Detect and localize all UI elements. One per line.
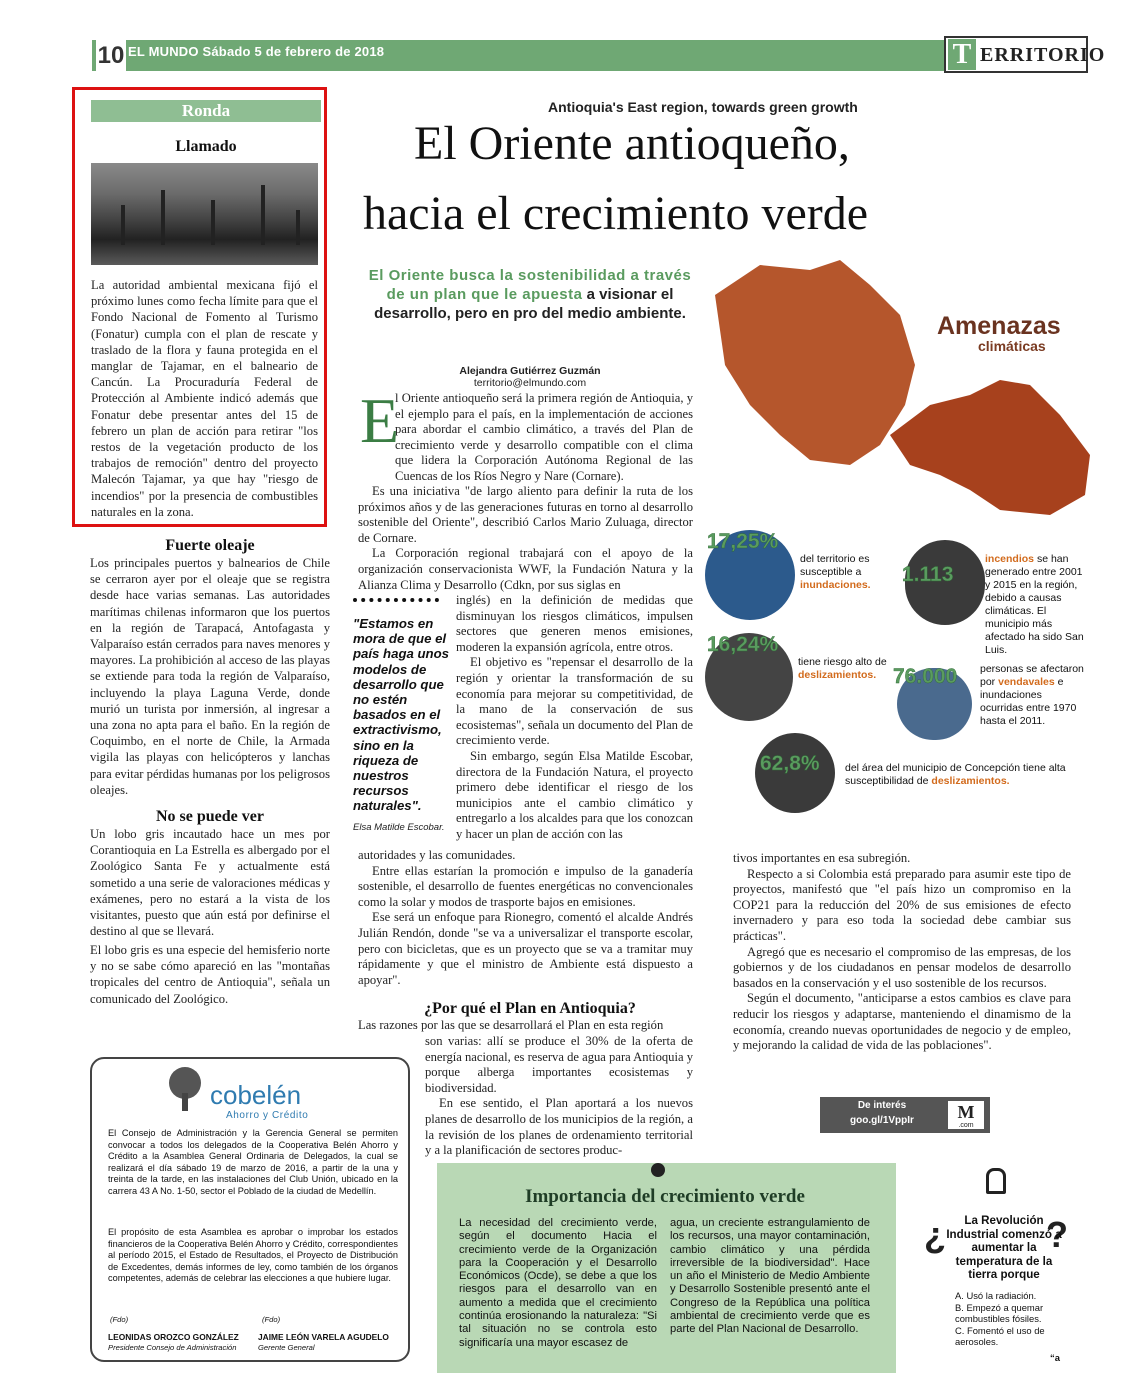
quiz-option-a: A. Usó la radiación. [955,1290,1037,1301]
sig2-role: Gerente General [258,1343,315,1352]
stat-fire-label: se han generado entre 2001 y 2015 en la región, debido a causas climáticas. El municipio más afectado ha sido San Luis. [985,553,1084,656]
stat-fire-highlight: incendios [985,553,1035,565]
masthead-date: EL MUNDO Sábado 5 de febrero de 2018 [128,44,385,59]
section-subtitle: ¿Por qué el Plan en Antioquia? [424,1000,636,1017]
de-interes-box [820,1097,990,1133]
stat-landslide-text [798,656,893,682]
paragraph-4: El objetivo es "repensar el desarrollo de la región y orientar la transformación de su economía para mejorar su competitividad, de la mano de la conservación de sus ecosistemas", señala un documento del Plan de crecimiento verde. [456,655,694,748]
quiz-footer: “a [1050,1352,1060,1363]
antioquia-silhouette [715,260,915,465]
cobelen-tagline: Ahorro y Crédito [226,1110,309,1121]
pin-icon [651,1163,665,1177]
author-email: territorio@elmundo.com [473,377,587,389]
quote-text: "Estamos en mora de que el país haga unos modelos de desarrollo que no estén basados en el extractivismo, sino en la riqueza de nuestros recursos naturales". [353,616,449,814]
stat-fire-text [985,553,1087,657]
quote-author: Elsa Matilde Escobar. [353,821,445,833]
right-paragraph-4: Según el documento, "anticiparse a estos cambios es clave para reducir los riesgos y adaptarse, manteniendo el dinamismo de la economía, creando nuevas oportunidades de negocio y de empleo, y mejorando la calidad de vida de las poblaciones". [733,991,1071,1053]
article-column-right [733,851,1071,1054]
article-column-upper [358,484,693,593]
stat-fire-value: 1.113 [902,563,954,586]
infographic-subtitle: climáticas [978,338,1046,354]
importance-col2: agua, un creciente estrangulamiento de los recursos, una mayor contaminación, cambio climático y una pérdida irreversible de la biodiversidad". Hace un año el Ministerio de Medio Ambiente y Desarrollo Sostenible presentó ante el Congreso de la República una política ambiental de crecimiento verde que es parte del Plan Nacional de Desarrollo. [670,1217,870,1336]
llamado-title: Llamado [175,138,237,155]
elmundo-logo-sub: .com [958,1122,974,1129]
article-column-bottom [425,1034,693,1159]
paragraph-3a: La Corporación regional trabajará con el apoyo de la organización conservacionista WWF, la Fundación Natura y la Alianza Clima y Desarrollo (Cdkn, por sus siglas en [358,546,693,592]
antioquia-map-illustration [700,255,1100,515]
right-paragraph-2: Respecto a si Colombia está preparado para asumir este tipo de proyectos, manifestó que "el país hizo un compromiso en la COP21 para la reducción del 20% de sus emisiones de efecto invernadero y para eso toda la sociedad debe cambiar sus prácticas". [733,866,1071,943]
stat-flood-value: 17,25% [707,530,779,553]
importance-title: Importancia del crecimiento verde [525,1186,805,1207]
paragraph-8a: Las razones por las que se desarrollará el Plan en esta región [358,1018,664,1032]
stat-storm-text [980,663,1085,728]
sig1-role: Presidente Consejo de Administración [108,1343,237,1352]
pull-quote [353,598,453,833]
stat-landslide-highlight: deslizamientos. [798,669,877,681]
stat-concepcion-highlight: deslizamientos. [931,775,1010,787]
importance-col1: La necesidad del crecimiento verde, según el documento Hacia el crecimiento verde de la Organización para la Cooperación y el Desarrollo Económicos (Ocde), se debe a que los riesgos para el desarrollo van en aumento a medida que el crecimiento continúa erosionando la naturaleza: "Si tal situación no se controla esto significaría una mayor escasez de [459,1217,657,1349]
subheadline-black: a visionar el desarrollo, pero en pro del medio ambiente. [374,286,686,322]
stat-landslide-value: 16,24% [707,633,779,656]
drop-cap: E [360,385,400,456]
mangrove-photo [91,163,318,265]
headline-line1: El Oriente antioqueño, [414,117,850,170]
right-paragraph-3: Agregó que es necesario el compromiso de las empresas, de los gobiernos y de los ciudadanos en pensar modelos de desarrollo basados en la conservación y el uso sostenible de los recursos. [733,944,1071,990]
sig2-signed: (Fdo) [262,1315,281,1324]
paragraph-3b: inglés) en la definición de medidas que disminuyan los riesgos climáticos, impulsen sectores que generen menos emisiones, moderen la expansión agrícola, entre otros. [456,593,693,654]
de-interes-label: De interés [857,1100,907,1111]
stat-storm-value: 76.000 [893,665,958,688]
paragraph-1-top [395,391,693,485]
question-mark-close-icon: ? [1046,1214,1068,1255]
infographic-title: Amenazas [937,312,1061,340]
article-column-lower [358,848,693,988]
p8-intro [358,1018,693,1034]
section-name: ERRITORIO [980,44,1106,66]
paragraph-7: Ese será un enfoque para Rionegro, comentó el alcalde Andrés Julián Rendón, donde "se va a universalizar el transporte escolar, pero con bicicletas, que es un proyecto que se va a tramitar muy rápidamente y que el ministro de Ambiente está dispuesto a apoyar". [358,910,693,987]
no-se-puede-ver-title: No se puede ver [156,808,264,825]
subheadline-green: El Oriente busca la sostenibilidad a través de un plan que le apuesta [368,267,692,303]
llamado-text: La autoridad ambiental mexicana fijó el próximo lunes como fecha límite para que el Fondo Nacional de Fomento al Turismo (Fonatur) cumpla con el plan de rescate y traslado de la flora y fauna protegida en el manglar de Tajamar, en el balneario de Cancún. La Procuraduría Federal de Protección al Ambiente indicó además que Fonatur debe presentar antes del 15 de febrero un plan de acción para retirar "los restos de la vegetación producto de los trabajos de remoción" dentro del proyecto Malecón Tajamar, ya que hay "riesgo de incendios" por la presencia de combustibles naturales en la zona. [91,278,318,519]
stat-flood-highlight: inundaciones. [800,579,871,591]
no-se-puede-ver-text1: Un lobo gris incautado hace un mes por Corantioquia en La Estrella es albergado por el Zoológico Santa Fe y actualmente está sometido a una serie de valoraciones médicas y exámenes, pero no estará a la vista de los visitantes, puesto que aún está por definirse el destino al que se llevará. [90,827,330,939]
east-region-silhouette [890,380,1090,515]
no-se-puede-ver-text2: El lobo gris es una especie del hemisferio norte y no se sabe cómo apareció en las "montañas tropicales del centro de Antioquia", señala un comunicado del Zoológico. [90,943,330,1006]
paragraph-5b: autoridades y las comunidades. [358,848,516,862]
quote-ornament [353,598,439,612]
stat-storm-label-a: personas se afectaron por [980,663,1084,688]
stat-concepcion-label: del área del municipio de Concepción tiene alta susceptibilidad de [845,762,1066,787]
sig2-name: JAIME LEÓN VARELA AGUDELO [258,1332,389,1342]
headline-line2: hacia el crecimiento verde [363,187,869,240]
de-interes-link[interactable]: goo.gl/1VppIr [850,1115,914,1126]
question-mark-open-icon: ¿ [924,1214,946,1255]
sig1-signed: (Fdo) [110,1315,129,1324]
tree-logo-icon [162,1065,208,1113]
right-paragraph-1: tivos importantes en esa subregión. [733,851,911,865]
paragraph-2: Es una iniciativa "de largo aliento para definir la ruta de los próximos años y de las generaciones futuras en torno al desarrollo sostenible del Oriente", describió Carlos Mario Zuluaga, director de Cornare. [358,484,693,545]
cobelen-brand: cobelén [210,1080,302,1110]
section-label [944,36,1106,73]
quiz-options [955,1290,1055,1348]
elmundo-logo [948,1101,984,1129]
paragraph-8b: son varias: allí se produce el 30% de la oferta de energía nacional, es reserva de agua para Antioquia y porque alberga importantes ecosistemas y biodiversidad. [425,1034,693,1095]
author-name: Alejandra Gutiérrez Guzmán [459,365,601,377]
stat-flood-label: del territorio es susceptible a [800,553,870,578]
section-initial: T [948,39,976,70]
binder-clip-icon [986,1168,1006,1194]
stat-landslide-label: tiene riesgo alto de [798,656,887,668]
paragraph-6: Entre ellas estarían la promoción e impulso de la ganadería sostenible, el desarrollo de fuentes energéticas no convencionales como la solar y modos de trasporte bajos en emisiones. [358,863,693,909]
subheadline [360,266,700,323]
byline [430,365,630,389]
stat-storm-highlight: vendavales [998,676,1055,688]
elmundo-logo-letter: M [957,1102,975,1122]
stat-concepcion-value: 62,8% [760,752,820,775]
ronda-bar: Ronda [91,100,321,122]
ad-paragraph-2: El propósito de esta Asamblea es aprobar o improbar los estados financieros de la Cooperativa Belén Ahorro y Crédito, correspondientes al período 2015, el Estado de Resultados, el Proyecto de Distribución de Excedentes, demás informes de ley, como también de los órganos competentes, además de celebrar las elecciones a que hubiere lugar. [108,1227,398,1284]
fuerte-oleaje-text: Los principales puertos y balnearios de Chile se cerraron ayer por el oleaje que se registra desde hace varias semanas. Las autoridades marítimas chilenas informaron que los puertos en la región de Tarapacá, Antofagasta y Valparaíso están cerrados para naves menores y mayores. La prohibición al acceso de las playas se extiende para toda la región de Valparaíso, incluyendo la playa Laguna Verde, donde murió un turista por inmersión, al ingresar a una zona no apta para el baño. En la región de Coquimbo, en el norte de Chile, la Armada vigila las playas con helicópteros y lanchas para evitar pérdidas humanas por los peligrosos oleajes. [90,556,330,797]
paragraph-9: En ese sentido, el Plan aportará a los nuevos planes de desarrollo de los municipios de la región, a la revisión de los planes de ordenamiento territorial y a la planificación de sectores produc- [425,1096,693,1158]
paragraph-1: l Oriente antioqueño será la primera región de Antioquia, y el ejemplo para el país, en la implementación de acciones para abordar el cambio climático, a través del Plan de crecimiento verde y desarrollo compatible con el clima que lidera la Corporación Autónoma Regional de las Cuencas de los Ríos Negro y Nare (Cornare). [395,391,693,483]
fuerte-oleaje-title: Fuerte oleaje [165,537,255,554]
article-column-beside-quote [456,593,693,843]
stat-concepcion-text [845,762,1085,788]
quiz-question-wrap [944,1214,1064,1282]
sig1-name: LEONIDAS OROZCO GONZÁLEZ [108,1332,239,1342]
ad-paragraph-1: El Consejo de Administración y la Gerencia General se permiten convocar a todos los delegados de la Cooperativa Belén Ahorro y Crédito a la Asamblea General Ordinaria de Delegados, la cual se realizará el día sábado 19 de marzo de 2016, a partir de la una y treinta de la tarde, en las instalaciones del Club Unión, ubicado en la carrera 43 A No. 1-50, sector el Poblado de la ciudad de Medellín. [108,1128,398,1196]
english-kicker: Antioquia's East region, towards green growth [548,99,858,115]
quiz-option-c: C. Fomentó el uso de aerosoles. [955,1324,1045,1348]
quiz-option-b: B. Empezó a quemar combustibles fósiles. [955,1301,1044,1325]
stat-flood-text [800,553,900,592]
stat-storm-label-b: e inundaciones ocurridas entre 1970 hasta el 2011. [980,676,1077,727]
page-number: 10 [97,42,125,69]
quiz-question: La Revolución Industrial comenzó a aumentar la temperatura de la tierra porque [946,1214,1062,1282]
paragraph-5a: Sin embargo, según Elsa Matilde Escobar, directora de la Fundación Natura, el proyecto primero debe identificar el riesgo de los municipios ante el cambio climático y entregarlo a los alcaldes para que los conozcan y hacer un plan de acción con las [456,748,693,841]
